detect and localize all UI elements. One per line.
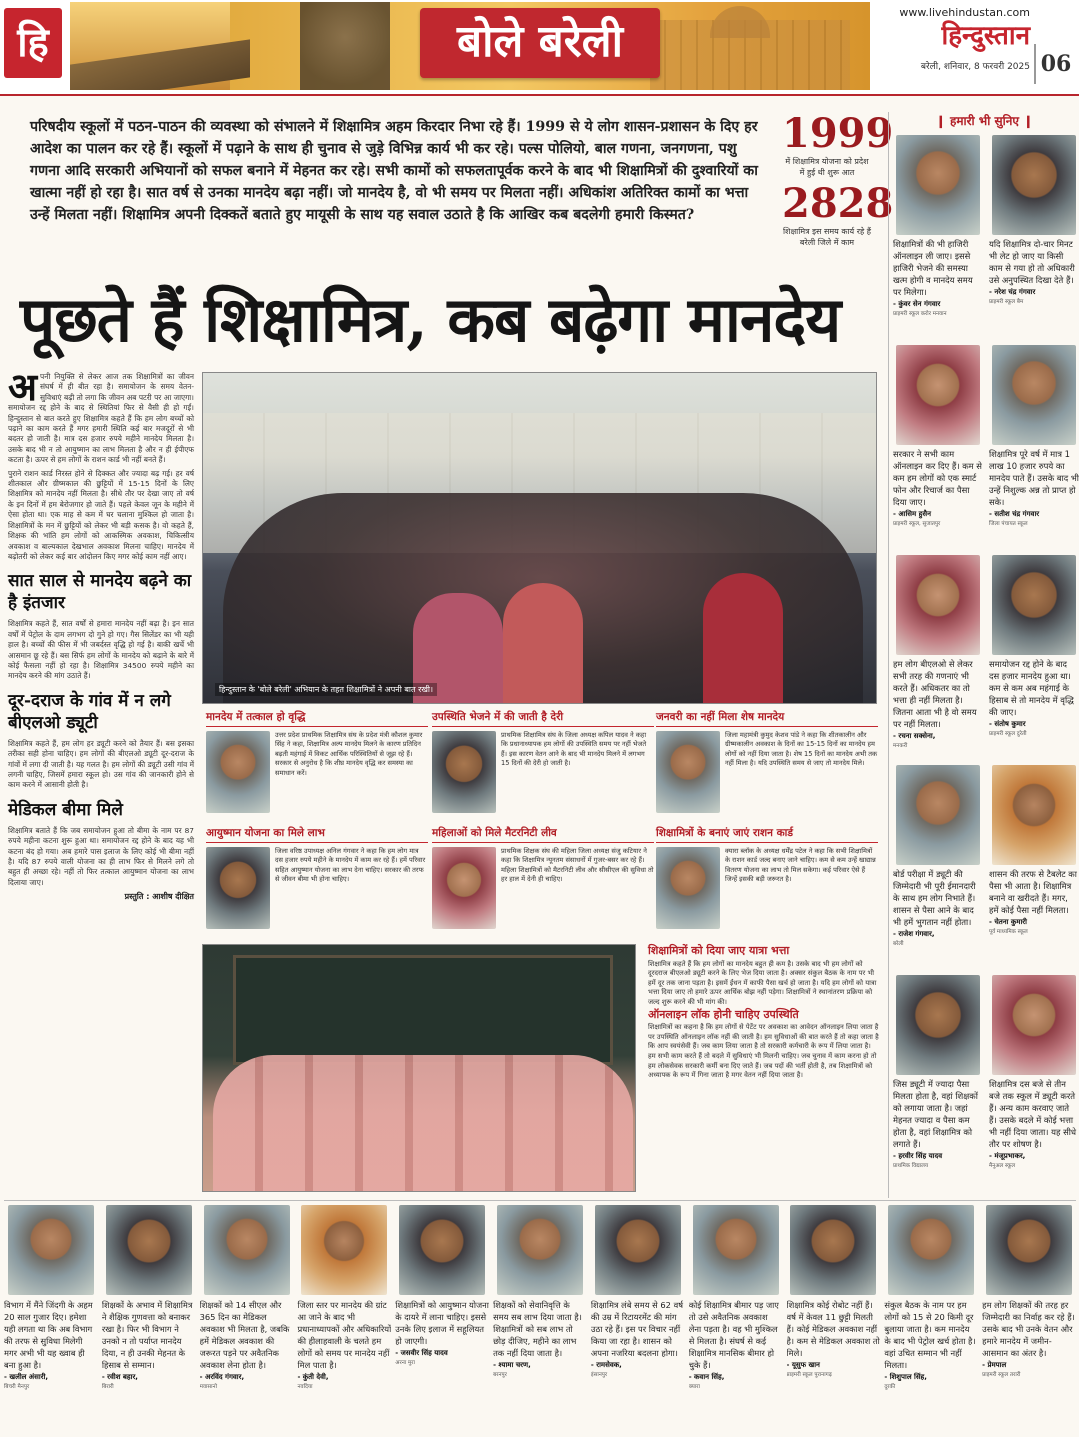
opinion-quote: शिक्षकों को 14 सीएल और 365 दिन का मेडिकल अवकाश भी मिलता है, जबकि हमें मेडिकल अवकाश की जरूरत पड़ने पर अवैतनिक अवकाश लेना होता है। [199, 1300, 290, 1370]
opinion-quote: जिस ड्यूटी में ज्यादा पैसा मिलता होता है, वहां शिक्षकों को लगाया जाता है। जहां मेहनत ज्यादा व पैसा कम होता है, वहां शिक्षामित्र को लगाते हैं। [893, 1079, 978, 1149]
opinion-quote: यदि शिक्षामित्र दो-चार मिनट भी लेट हो जाए या किसी काम से गया हो तो अधिकारी उसे अनुपस्थित दिखा देते हैं। [989, 239, 1075, 285]
person-school: मवासानो [199, 1384, 218, 1390]
statue-image [300, 2, 390, 90]
opinion-card [787, 1205, 881, 1432]
opinion-card [989, 345, 1079, 549]
left-article-column [8, 364, 194, 903]
opinion-quote: शिक्षामित्रों को आयुष्मान योजना के दायरे में लाना चाहिए। इससे उनके लिए इलाज में सहूलियत हो जाएगी। [395, 1300, 489, 1346]
portrait-photo [106, 1205, 192, 1295]
person-school: प्राइमरी स्कूल करोर मनवान [893, 311, 947, 317]
subheading: मेडिकल बीमा मिले [8, 799, 123, 820]
website-link[interactable]: www.livehindustan.com [899, 6, 1030, 19]
box-text: प्राथमिक शिक्षक संघ की महिला जिला अध्यक्ष संजु कटियार ने कहा कि शिक्षामित्र न्यूनतम संसाधनों में गुजर-बसर कर रहे हैं। महिला शिक्षामित्रों को मैटरनिटी लीव और सीसीएल की सुविधा तो हर हाल में देनी ही चाहिए। [501, 847, 654, 884]
photo-caption: हिन्दुस्तान के 'बोले बरेली' अभियान के तहत शिक्षामित्रों ने अपनी बात रखी। [215, 683, 437, 696]
person-school: दुरकी [884, 1384, 896, 1390]
person-school: प्राइमरी स्कूल, सुजातपुर [893, 521, 941, 527]
person-name: - संतोष कुमार [989, 720, 1026, 728]
portrait-photo [896, 975, 980, 1075]
person-name: - कुंती देवी, [297, 1373, 329, 1381]
main-headline: पूछते हैं शिक्षामित्र, कब बढ़ेगा मानदेय [20, 283, 841, 356]
person-school: इंसानपुर [590, 1372, 608, 1378]
person-name: - रवीश बहार, [101, 1373, 138, 1381]
person-name: - रामसेवक, [590, 1361, 622, 1369]
person-name: - यूसुफ खान [786, 1361, 820, 1369]
portrait-photo [896, 135, 980, 235]
box-text: प्राथमिक शिक्षामित्र संघ के जिला अध्यक्ष कपिल यादव ने कहा कि प्रधानाध्यापक हम लोगों की उपस्थिति समय पर नहीं भेजते हैं। इस कारण वेतन आने के बाद भी मानदेय मिलने में लगभग 15 दिनों की देरी हो जाती है। [501, 731, 647, 768]
opinion-quote: हम लोग बीएलओ से लेकर सभी तरह की गणनाएं भी करते हैं। अधिकतर का तो भत्ता ही नहीं मिलता है। जितना आता भी है वो समय पर नहीं मिलता। [893, 659, 977, 729]
portrait-photo [204, 1205, 290, 1295]
quote-box [656, 710, 878, 826]
person-school: जिला पंचायत स्कूल [989, 521, 1028, 527]
portrait-photo [301, 1205, 387, 1295]
city-banner [70, 2, 870, 90]
opinion-card [989, 765, 1079, 969]
opinion-card [493, 1205, 587, 1432]
opinion-quote: सरकार ने सभी काम ऑनलाइन कर दिए हैं। कम से कम हम लोगों को एक स्मार्ट फोन और रिचार्ज का पैसा दिया जाए। [893, 449, 982, 507]
box-title: जनवरी का नहीं मिला शेष मानदेय [656, 710, 878, 727]
opinion-card [200, 1205, 294, 1432]
stat-label: शिक्षामित्र इस समय कार्य रहे हैं बरेली जिले में काम [782, 227, 872, 247]
portrait-photo [656, 731, 720, 813]
opinion-card [989, 135, 1079, 339]
article-paragraph: शिक्षामित्र बताते हैं कि जब समायोजन हुआ तो बीमा के नाम पर 87 रुपये महीना कटना शुरू हुआ था। समायोजन रद्द होने के बाद यह भी कटना बंद हो गया। अब हमारे पास इलाज के लिए कोई भी बीमा नहीं है। यदि 87 रुपये वाली योजना का ही लाभ फिर से मिलने लगे तो बहुत ही अच्छा रहे। नहीं तो फिर तत्काल आयुष्मान योजना का लाभ दिलाया जाए। [8, 825, 194, 887]
person-name: - कुंवर सेन गंगवार [893, 300, 941, 308]
hamari-bhi-suniye-column [888, 112, 1079, 1198]
article-paragraph: पुराने राशन कार्ड निरस्त होने से दिक्कत और ज्यादा बढ़ गई। हर वर्ष शीतकाल और ग्रीष्मकाल की छुट्टियों में 15-15 दिनों के लिए शिक्षामित्र को मानदेय नहीं मिलता है। सीधे तौर पर देखा जाए तो वर्ष के इन दिनों में हम बेरोजगार हो जाते हैं। पहले केवल जून के महीने में ऐसा होता था। एक माह से कम में घर चलाना मुश्किल हो जाता है। शिक्षामित्रों के मन में छुट्टियों को लेकर भी बड़ी कसक है। वो कहते हैं, शिक्षक की भांति हम लोगों को आकस्मिक अवकाश, चिकित्सीय अवकाश व बाल्यकाल देखभाल अवकाश मिलना चाहिए। मानदेय में बढ़ोतरी को लेकर कई बार आंदोलन किए मगर कोई काम नहीं आए। [8, 468, 194, 561]
person-school: प्राथमिक विद्यालय [893, 1163, 929, 1169]
opinion-card [591, 1205, 685, 1432]
portrait-photo [206, 847, 270, 929]
opinion-card [893, 975, 983, 1179]
opinion-quote: समायोजन रद्द होने के बाद दस हजार मानदेय हुआ था। कम से कम अब महंगाई के हिसाब से तो मानदेय में वृद्धि की जाए। [989, 659, 1074, 717]
portrait-photo [986, 1205, 1072, 1295]
subheading: दूर-दराज के गांव में न लगे बीएलओ ड्यूटी [8, 690, 171, 733]
edition-date: बरेली, शनिवार, 8 फरवरी 2025 [920, 62, 1030, 72]
portrait-photo [896, 345, 980, 445]
box-title: महिलाओं को मिले मैटरनिटी लीव [432, 826, 654, 843]
stat-value: 2828 [782, 180, 894, 227]
person-school: प्राइमरी स्कूल तरारी [982, 1372, 1021, 1378]
quote-box [432, 826, 654, 942]
portrait-photo [888, 1205, 974, 1295]
subheading: सात साल से मानदेय बढ़ने का है इंतजार [8, 571, 192, 614]
hindustan-logo[interactable]: हि [4, 8, 62, 78]
portrait-photo [992, 135, 1076, 235]
person-school: पूर्व माध्यमिक स्कूल [989, 929, 1028, 935]
opinion-quote: संकुल बैठक के नाम पर हम लोगों को 15 से 20 किमी दूर बुलाया जाता है। कम मानदेय के बाद भी पेट्रोल खर्च होता है। वहां उचित सम्मान भी नहीं मिलता। [884, 1300, 976, 1370]
person-school: बरनपुर [493, 1372, 507, 1378]
opinion-quote: जिला स्तर पर मानदेय की ग्रांट आ जाने के बाद भी प्रधानाध्यापकों और अधिकारियों की हीलाहवाली के चलते हम लोगों को समय पर मानदेय नहीं मिल पाता है। [297, 1300, 392, 1370]
box-title: ऑनलाइन लॉक होनी चाहिए उपस्थिति [648, 1007, 799, 1021]
opinion-card [4, 1205, 98, 1432]
portrait-photo [992, 555, 1076, 655]
person-name: - शिशुपाल सिंह, [884, 1373, 927, 1381]
opinion-card [893, 345, 983, 549]
person-name: - प्रेमपाल [982, 1361, 1007, 1369]
opinion-card [297, 1205, 391, 1432]
portrait-photo [790, 1205, 876, 1295]
person-school: क्यारा [688, 1384, 700, 1390]
demands-article [648, 944, 880, 1081]
portrait-photo [992, 765, 1076, 865]
person-name: - खलील अंसारी, [4, 1373, 49, 1381]
person-name: - मंजूप्रभाकर, [989, 1152, 1026, 1160]
box-text: क्यारा ब्लॉक के अध्यक्ष धर्मेंद्र पटेल ने कहा कि सभी शिक्षामित्रों के राशन कार्ड जल्द बनाए जाने चाहिए। कम से कम उन्हें खाद्यान्न वितरण योजना का लाभ तो मिल सकेगा। कई परिवार ऐसे हैं जिन्हें इसकी बड़ी जरूरत है। [725, 847, 876, 884]
opinion-quote: शिक्षामित्रों की भी हाजिरी ऑनलाइन ली जाए। इससे हाजिरी भेजने की समस्या खत्म होगी व मानदेय समय पर मिलेगा। [893, 239, 973, 297]
article-paragraph: शिक्षामित्र कहते हैं, सात वर्षों से हमारा मानदेय नहीं बढ़ा है। इन सात वर्षों में पेट्रोल के दाम लगभग दो गुने हो गए। गैस सिलेंडर का भी यही हाल है। बच्चों की फीस में भी जबर्दस्त वृद्धि हो गई है। बाकी खर्चे भी आसमान छू रहे हैं। बस सिर्फ हम लोगों के मानदेय को बढ़ाने के बारे में कोई फैसला नहीं हो रहा है। शिक्षामित्र 34500 रुपये महीने का मानदेय करने की मांग उठाते हैं। [8, 619, 194, 681]
box-title: आयुष्मान योजना का मिले लाभ [206, 826, 428, 843]
person-school: प्राइमरी स्कूल दुरेती [989, 731, 1027, 737]
box-text: जिला महामंत्री कुमुद केशव पांडे ने कहा कि शीतकालीन और ग्रीष्मकालीन अवकाश के दिनों का 15-15 दिनों का मानदेय हम लोगों को नहीं दिया जाता है। शेष 15 दिनों का मानदेय अभी तक नहीं मिला है। यदि उपस्थिति समय से जाए तो मानदेय मिले। [725, 731, 878, 768]
portrait-photo [693, 1205, 779, 1295]
page-number: 06 [1034, 44, 1076, 84]
opinion-quote: बोर्ड परीक्षा में ड्यूटी की जिम्मेदारी भी पूरी ईमानदारी के साथ हम लोग निभाते हैं। शासन से पैसा आने के बाद भी हमें भुगतान नहीं होता। [893, 869, 976, 927]
opinion-quote: विभाग में मैंने जिंदगी के अहम 20 साल गुजार दिए। हमेशा यही लगता था कि अब विभाग की तरफ से सुविधा मिलेगी मगर अभी भी यह ख्वाब ही बना हुआ है। [4, 1300, 93, 1370]
dropcap: अ [8, 364, 38, 409]
portrait-photo [432, 847, 496, 929]
portrait-photo [8, 1205, 94, 1295]
person-name: - राजेश गंगवार, [893, 930, 935, 938]
portrait-photo [896, 555, 980, 655]
opinion-quote: हम लोग शिक्षकों की तरह हर जिम्मेदारी का निर्वाह कर रहे हैं। उसके बाद भी उनके वेतन और हमारे मानदेय में जमीन-आसमान का अंतर है। [982, 1300, 1075, 1358]
quote-box [206, 826, 428, 942]
box-text: जिला वरिष्ठ उपाध्यक्ष अनिल गंगवार ने कहा कि हम लोग मात्र दस हजार रुपये महीने के मानदेय में काम कर रहे हैं। हमें परिवार सहित आयुष्मान योजना का लाभ देना चाहिए। सरकार की तरफ से जीवन बीमा भी होना चाहिए। [275, 847, 426, 884]
person-name: - जसवीर सिंह यादव [395, 1349, 448, 1357]
opinion-card [893, 555, 983, 759]
quote-box [432, 710, 654, 826]
portrait-photo [992, 345, 1076, 445]
person-school: अरना मुरा [395, 1360, 415, 1366]
person-name: - चेतना कुमारी [989, 918, 1027, 926]
portrait-photo [595, 1205, 681, 1295]
group-photo[interactable] [202, 372, 877, 704]
stat-label: में शिक्षामित्र योजना को प्रदेश में हुई थी शुरू आत [785, 157, 869, 177]
person-name: - आसिम हुसैन [893, 510, 931, 518]
quote-box [206, 710, 428, 826]
portrait-photo [432, 731, 496, 813]
opinion-card [884, 1205, 978, 1432]
portrait-photo [399, 1205, 485, 1295]
stats-panel [782, 110, 894, 252]
box-title: शिक्षामित्रों के बनाएं जाएं राशन कार्ड [656, 826, 878, 843]
person-school: बिचरी मैनपुर [4, 1384, 30, 1390]
quote-box [656, 826, 878, 942]
lead-paragraph: अपनी नियुक्ति से लेकर आज तक शिक्षामित्रों का जीवन संघर्ष में ही बीत रहा है। समायोजन के समय वेतन-सुविधाएं बढ़ी तो लगा कि जीवन अब पटरी पर आ जाएगा। समायोजन रद्द होने के बाद से स्थितियां फिर से वैसी ही हो गईं। हिन्दुस्तान से बात करते हुए शिक्षामित्र कहते हैं कि हम लोग बच्चों को पढ़ाने का काम करते हैं मगर हमारी स्थिति कई बार मजदूरों से भी बदतर हो जाती है। मात्र दस हजार रुपये महीने मानदेय मिलता है। उसके बाद भी न तो आयुष्मान का लाभ मिलता है और न ही ईपीएफ कटता है। ऊपर से हम लोगों के राशन कार्ड भी नहीं बनते हैं। [8, 364, 194, 465]
person-name: - हरवीर सिंह यादव [893, 1152, 943, 1160]
opinion-card [395, 1205, 489, 1432]
portrait-photo [992, 975, 1076, 1075]
opinion-card [893, 135, 983, 339]
article-paragraph: शिक्षामित्र कहते हैं कि हम लोगों का मानदेय बहुत ही कम है। उसके बाद भी हम लोगों को दूरदराज बीएलओ ड्यूटी करने के लिए भेज दिया जाता है। अक्सर संकुल बैठक के नाम पर भी हमें दूर तक जाना पड़ता है। इसमें ईंधन में काफी पैसा खर्च हो जाता है। यदि हम लोगों को यात्रा भत्ता दिया जाए तो हमारे ऊपर आर्थिक बोझ नहीं पड़ेगा। शिक्षामित्रों ने स्थानांतरण प्रक्रिया को जल्द शुरू करने की भी मांग की। [648, 959, 877, 1006]
box-title: शिक्षामित्रों को दिया जाए यात्रा भत्ता [648, 944, 790, 957]
person-school: नवदिया [297, 1384, 313, 1390]
publication-info [880, 6, 1030, 72]
opinion-card [989, 555, 1079, 759]
person-name: - श्यामा चरण, [493, 1361, 531, 1369]
masthead [0, 0, 1079, 96]
person-name: - नरेश चंद्र गंगवार [989, 288, 1036, 296]
intro-paragraph: परिषदीय स्कूलों में पठन-पाठन की व्यवस्था को संभालने में शिक्षामित्र अहम किरदार निभा रहे हैं। 1999 से ये लोग शासन-प्रशासन के दिए हर आदेश का पालन कर रहे हैं। स्कूलों में पढ़ाने के साथ ही चुनाव से जुड़े विभिन्न कार्य भी कर रहे। पल्स पोलियो, बाल गणना, जनगणना, पशु गणना आदि सरकारी अभियानों को सफल बनाने में मेहनत कर रहे। सभी कामों को सफलतापूर्वक करने के बाद भी शिक्षामित्रों की दुश्वारियों का खात्मा नहीं हो रहा है। सात वर्ष से उनका मानदेय बढ़ा नहीं। जो मानदेय है, वो भी समय पर मिलता नहीं। अधिकांश अतिरिक्त कामों का भत्ता उन्हें मिलता नहीं। शिक्षामित्र अपनी दिक्कतें बताते हुए मायूसी के साथ यह सवाल उठाते है कि आखिर कब बदलेगी हमारी किस्मत? [30, 119, 758, 223]
article-paragraph: शिक्षामित्र कहते हैं, हम लोग हर ड्यूटी करने को तैयार हैं। बस इसका तरीका सही होना चाहिए। हम लोगों की बीएलओ ड्यूटी दूर-दराज के गांवों में लगा दी जाती है। यह गलत है। हम लोगों की ड्यूटी उसी गांव में लगनी चाहिए, जिसमें हमारा स्कूल हो। उस गांव की जानकारी होने से काम करने में आसानी होती है। [8, 738, 194, 790]
reporter-credit: प्रस्तुति : आशीष दीक्षित [124, 892, 194, 902]
person-school: बरेली [893, 941, 904, 947]
portrait-photo [497, 1205, 583, 1295]
stat-value: 1999 [782, 110, 894, 157]
person-school: मनकरी [893, 743, 908, 749]
box-text: उत्तर प्रदेश प्राथमिक शिक्षामित्र संघ के प्रदेश मंत्री कौशल कुमार सिंह ने कहा, शिक्षामित्र अल्प मानदेय मिलने के कारण प्रतिदिन बढ़ती महंगाई में विकट आर्थिक परिस्थितियों से जूझ रहे हैं। सरकार से अनुरोध है कि शीघ्र मानदेय वृद्धि कर समस्या का समाधान करें। [275, 731, 423, 777]
person-school: बिरारी [101, 1384, 114, 1390]
opinion-quote: शिक्षकों के अभाव में शिक्षामित्र ने शैक्षिक गुणवत्ता को बनाकर रखा है। फिर भी विभाग ने उनको न तो पर्याप्त मानदेय दिया, न ही उनकी मेहनत के हिसाब से सम्मान। [101, 1300, 193, 1370]
classroom-photo[interactable] [202, 944, 636, 1192]
article-paragraph: शिक्षामित्रों का कहना है कि हम लोगों से पेटेंट पर अवकाश का आवेदन ऑनलाइन लिया जाता है पर उपस्थिति ऑनलाइन लॉक नहीं की जाती है। हम सुविधाओं की बात करते हैं तो कहा जाता है कि आप स्वयंसेवी हैं। जब काम लिया जाता है तो सरकारी कर्मचारी के रूप में लिया जाता है। हम सभी काम करते हैं तो बदले में सुविधाएं भी मिलनी चाहिए। जब चुनाव में काम करना हो तो हम लोकसेवक सरकारी कर्मी बना दिए जाते हैं। जब पदों की भर्ती होती है, तब शिक्षामित्रों को अध्यापक के रूप में गिना जाता है मगर वेतन नहीं दिया जाता है। [648, 1023, 879, 1080]
opinion-quote: शिक्षामित्र पूरे वर्ष में मात्र 1 लाख 10 हजार रुपये का मानदेय पाते हैं। उसके बाद भी उन्हें निशुल्क अन्न तो प्राप्त हो सके। [989, 449, 1079, 507]
opinion-quote: शिक्षामित्र दस बजे से तीन बजे तक स्कूल में ड्यूटी करते हैं। अन्य काम करवाए जाते हैं। उसके बदले में कोई भत्ता भी नहीं दिया जाता। यह सीधे तौर पर शोषण है। [989, 1079, 1077, 1149]
opinion-card [689, 1205, 783, 1432]
opinion-quote: शिक्षामित्र लंबे समय से 62 वर्ष की उम्र में रिटायरमेंट की मांग उठा रहे हैं। इस पर विचार नहीं किया जा रहा है। शासन को अपना नजरिया बदलना होगा। [590, 1300, 683, 1358]
opinion-card [982, 1205, 1076, 1432]
opinion-card [102, 1205, 196, 1432]
portrait-photo [896, 765, 980, 865]
person-name: - कवान सिंह, [688, 1373, 725, 1381]
section-title: बोले बरेली [420, 8, 660, 78]
opinion-card [989, 975, 1079, 1179]
column-title: ❙ हमारी भी सुनिए ❙ [935, 114, 1034, 128]
person-school: मैनुअल स्कूल [989, 1163, 1016, 1169]
box-title: उपस्थिति भेजने में की जाती है देरी [432, 710, 654, 727]
bottom-opinion-row [4, 1200, 1076, 1432]
opinion-card [893, 765, 983, 969]
opinion-quote: कोई शिक्षामित्र बीमार पड़ जाए तो उसे अवैतनिक अवकाश लेना पड़ता है। वह भी मुश्किल से मिलता है। संघर्ष से कई शिक्षामित्र मानसिक बीमार हो चुके हैं। [688, 1300, 779, 1370]
portrait-photo [206, 731, 270, 813]
newspaper-name: हिन्दुस्तान [941, 21, 1030, 51]
opinion-quote: शासन की तरफ से टैबलेट का पैसा भी आता है। शिक्षामित्र बनाने वा खरीदते हैं। मगर, हमें कोई पैसा नहीं मिलता। [989, 869, 1077, 915]
portrait-photo [656, 847, 720, 929]
box-title: मानदेय में तत्काल हो वृद्धि [206, 710, 428, 727]
person-name: - रचना सक्सेना, [893, 732, 936, 740]
person-school: प्राइमरी स्कूल पुरानागढ़ [786, 1372, 832, 1378]
opinion-quote: शिक्षामित्र कोई रोबोट नहीं हैं। वर्ष में केवल 11 छुट्टी मिलती हैं। कोई मेडिकल अवकाश नहीं है। कम से मेडिकल अवकाश तो मिले। [786, 1300, 880, 1358]
person-name: - सतीश चंद्र गंगवार [989, 510, 1040, 518]
person-name: - अरविंद गंगवार, [199, 1373, 245, 1381]
person-school: प्राइमरी स्कूल बैम [989, 299, 1024, 305]
opinion-quote: शिक्षकों को सेवानिवृत्ति के समय सब लाभ दिया जाता है। शिक्षामित्रों को सब लाभ तो छोड़ दीजिए, महीने का लाभ तक नहीं दिया जाता है। [493, 1300, 582, 1358]
